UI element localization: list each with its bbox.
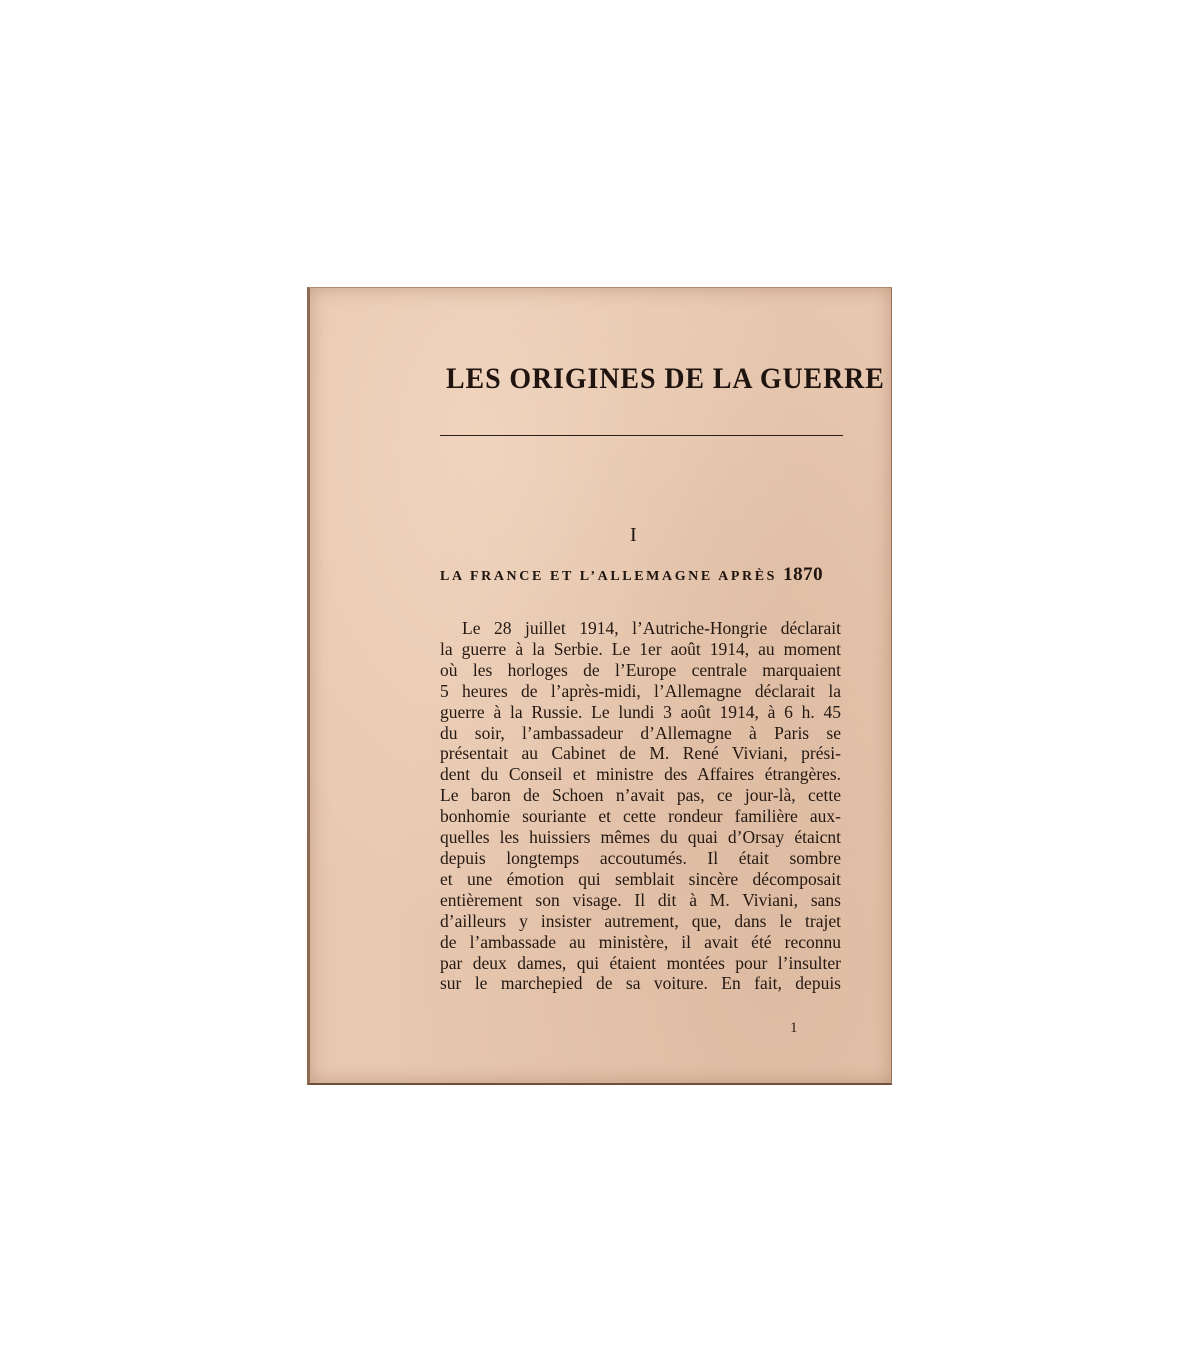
title-rule xyxy=(440,435,843,436)
body-line: du soir, l’ambassadeur d’Allemagne à Paris se xyxy=(440,722,841,743)
body-line: guerre à la Russie. Le lundi 3 août 1914, à 6 h. 45 xyxy=(440,701,841,722)
body-line: dent du Conseil et ministre des Affaires étrangères. xyxy=(440,764,841,785)
book-page xyxy=(307,287,892,1085)
body-line: depuis longtemps accoutumés. Il était sombre xyxy=(440,847,841,868)
chapter-title-text: LA FRANCE ET L’ALLEMAGNE APRÈS xyxy=(440,569,778,584)
body-line: de l’ambassade au ministère, il avait été reconnu xyxy=(440,931,841,952)
chapter-title xyxy=(440,564,850,586)
body-line: bonhomie souriante et cette rondeur familière aux- xyxy=(440,806,841,827)
body-line: Le 28 juillet 1914, l’Autriche-Hongrie déclarait xyxy=(462,618,841,638)
body-text xyxy=(440,618,841,994)
body-line: présentait au Cabinet de M. René Viviani, prési- xyxy=(440,743,841,764)
body-line: Le baron de Schoen n’avait pas, ce jour-là, cette xyxy=(440,785,841,806)
body-line: sur le marchepied de sa voiture. En fait, depuis xyxy=(440,973,841,994)
body-line: quelles les huissiers mêmes du quai d’Orsay étaicnt xyxy=(440,827,841,848)
body-line: 5 heures de l’après-midi, l’Allemagne déclarait la xyxy=(440,680,841,701)
body-line: entièrement son visage. Il dit à M. Viviani, sans xyxy=(440,889,841,910)
running-title: LES ORIGINES DE LA GUERRE xyxy=(446,362,885,395)
page-number: 1 xyxy=(790,1020,798,1036)
body-line: la guerre à la Serbie. Le 1er août 1914, au moment xyxy=(440,638,841,659)
body-line: où les horloges de l’Europe centrale marquaient xyxy=(440,659,841,680)
body-line: d’ailleurs y insister autrement, que, dans le trajet xyxy=(440,910,841,931)
body-line: par deux dames, qui étaient montées pour l’insulter xyxy=(440,952,841,973)
body-line: et une émotion qui semblait sincère décomposait xyxy=(440,868,841,889)
chapter-year: 1870 xyxy=(783,564,824,585)
chapter-number: I xyxy=(630,524,637,546)
